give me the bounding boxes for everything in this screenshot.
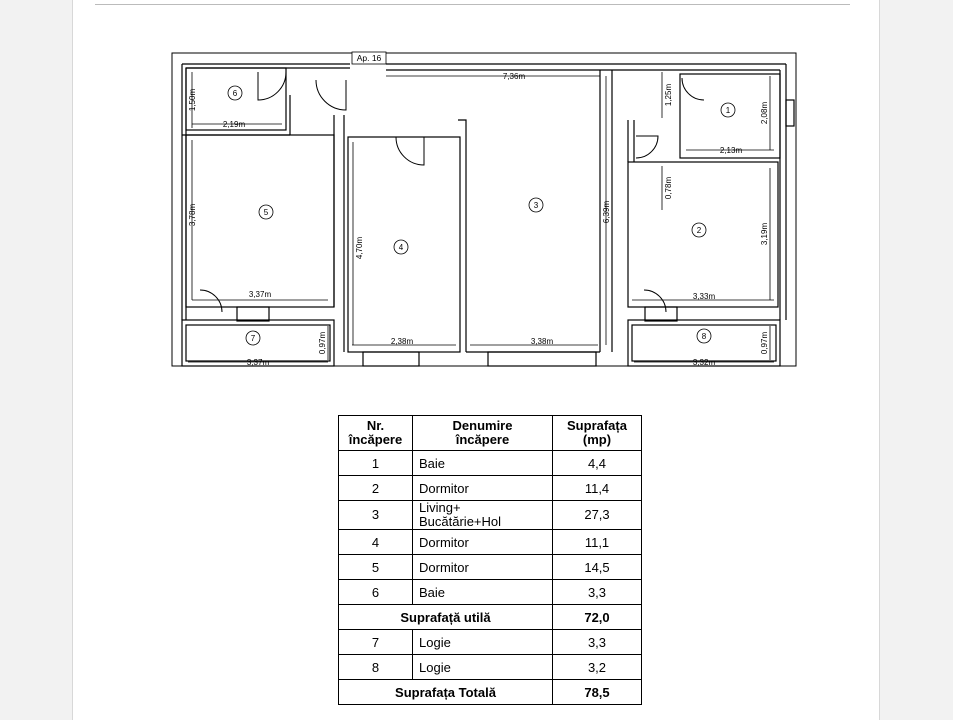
cell-area: 3,2 (553, 655, 642, 680)
dim-3-37-room5: 3,37m (248, 290, 272, 299)
cell-name: Logie (413, 630, 553, 655)
header-room-name: Denumire încăpere (413, 416, 553, 451)
room-number-6: 6 (232, 89, 238, 98)
room-number-3: 3 (533, 201, 539, 210)
cell-nr: 2 (339, 476, 413, 501)
table-header-row (339, 416, 642, 451)
cell-area: 4,4 (553, 451, 642, 476)
table-row (339, 555, 642, 580)
cell-name: Baie (413, 580, 553, 605)
cell-area: 27,3 (553, 501, 642, 530)
room-number-2: 2 (696, 226, 702, 235)
cell-area: 14,5 (553, 555, 642, 580)
dim-3-38: 3,38m (530, 337, 554, 346)
cell-area: 3,3 (553, 580, 642, 605)
dimension-labels-horizontal (223, 72, 743, 367)
cell-area: 11,1 (553, 530, 642, 555)
cell-nr: 1 (339, 451, 413, 476)
dim-2-19: 2,19m (222, 120, 246, 129)
cell-name: Baie (413, 451, 553, 476)
table-row (339, 655, 642, 680)
cell-nr: 4 (339, 530, 413, 555)
dim-2-08: 2,08m (760, 101, 769, 125)
table-row (339, 501, 642, 530)
dim-3-19: 3,19m (760, 222, 769, 246)
subtotal-label: Suprafață utilă (339, 605, 553, 630)
room-markers (228, 83, 735, 345)
room-numbers (233, 89, 731, 343)
header-room-number: Nr. încăpere (339, 416, 413, 451)
subtotal-row (339, 605, 642, 630)
cell-name: Dormitor (413, 530, 553, 555)
cell-nr: 8 (339, 655, 413, 680)
cell-nr: 6 (339, 580, 413, 605)
dim-2-13: 2,13m (719, 146, 743, 155)
dim-1-50: 1,50m (188, 88, 197, 112)
table-row (339, 580, 642, 605)
room-number-1: 1 (725, 106, 731, 115)
total-row (339, 680, 642, 705)
table-row (339, 530, 642, 555)
cell-nr: 5 (339, 555, 413, 580)
cell-name: Logie (413, 655, 553, 680)
subtotal-area: 72,0 (553, 605, 642, 630)
dim-0-97-loggia8: 0,97m (760, 331, 769, 355)
dim-1-25: 1,25m (664, 83, 673, 107)
cell-area: 3,3 (553, 630, 642, 655)
dim-0-97-loggia7: 0,97m (318, 331, 327, 355)
cell-nr: 7 (339, 630, 413, 655)
dim-4-70: 4,70m (355, 236, 364, 260)
cell-name: Dormitor (413, 555, 553, 580)
dim-3-37-loggia7: 3,37m (246, 358, 270, 367)
header-area: Suprafața (mp) (553, 416, 642, 451)
dimension-lines (188, 72, 774, 362)
table-row (339, 476, 642, 501)
cell-area: 11,4 (553, 476, 642, 501)
dim-7-36: 7,36m (502, 72, 526, 81)
room-number-5: 5 (263, 208, 269, 217)
cell-name: Living+ Bucătărie+Hol (413, 501, 553, 530)
total-area: 78,5 (553, 680, 642, 705)
cell-name: Dormitor (413, 476, 553, 501)
cell-nr: 3 (339, 501, 413, 530)
dim-3-33: 3,33m (692, 292, 716, 301)
dim-6-39: 6,39m (602, 200, 611, 224)
dim-3-78: 3,78m (188, 203, 197, 227)
total-label: Suprafața Totală (339, 680, 553, 705)
room-number-8: 8 (701, 332, 707, 341)
room-number-4: 4 (398, 243, 404, 252)
room-area-table (338, 415, 642, 705)
table-row (339, 630, 642, 655)
table-row (339, 451, 642, 476)
dim-3-32: 3,32m (692, 358, 716, 367)
apartment-label: Ap. 16 (356, 53, 382, 63)
walls (182, 64, 794, 366)
room-number-7: 7 (250, 334, 256, 343)
dim-0-78: 0,78m (664, 176, 673, 200)
dim-2-38: 2,38m (390, 337, 414, 346)
